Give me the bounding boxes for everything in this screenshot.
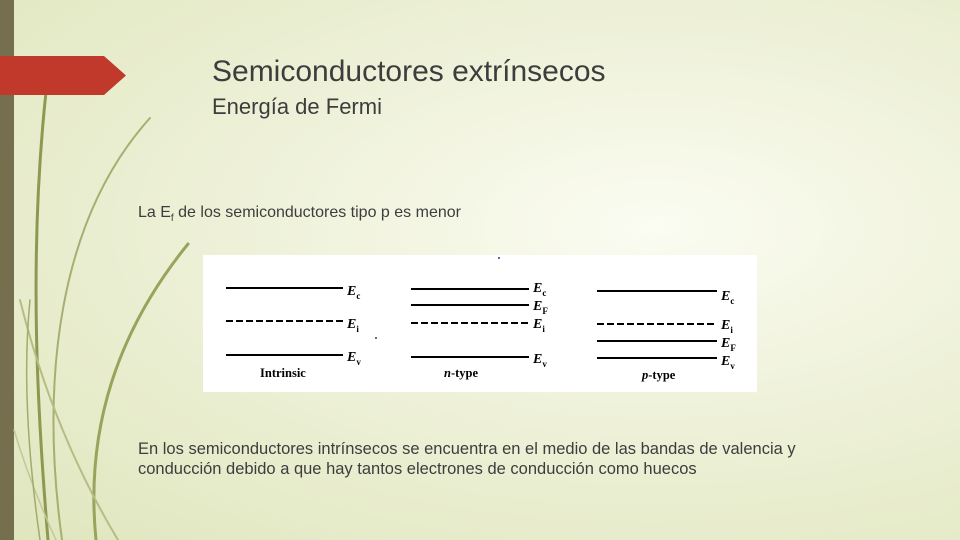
- statement-prefix: La E: [138, 204, 171, 221]
- panel-caption-p-type: p-type: [642, 368, 676, 382]
- level-label-ei: $E_i$: [721, 318, 733, 335]
- level-label-ev: $E_v$: [533, 352, 547, 369]
- statement-suffix: de los semiconductores tipo p es menor: [173, 204, 461, 221]
- scan-speck: [375, 337, 377, 339]
- panel-n-type: [411, 281, 548, 380]
- level-label-ei: $E_i$: [347, 317, 359, 334]
- scan-speck: [498, 257, 500, 259]
- explanation-paragraph: En los semiconductores intrínsecos se encuentra en el medio de las bandas de valencia y conducción debido a que hay tantos electrones de conducción como huecos: [138, 440, 796, 478]
- panel-intrinsic: [226, 284, 361, 380]
- slide-subtitle: Energía de Fermi: [212, 94, 382, 119]
- level-label-ef: $E_F$: [721, 336, 736, 353]
- panel-caption-intrinsic: Intrinsic: [260, 366, 306, 380]
- statement-text: [138, 204, 461, 224]
- energy-band-diagram: [203, 255, 757, 392]
- title-arrow-tab: [0, 56, 126, 95]
- level-label-ec: $E_c$: [533, 281, 547, 298]
- slide-title: Semiconductores extrínsecos: [212, 55, 606, 88]
- panel-p-type: [597, 289, 736, 382]
- statement-subscript: f: [170, 213, 174, 225]
- level-label-ec: $E_c$: [347, 284, 361, 301]
- panel-caption-n-type: n-type: [444, 366, 479, 380]
- level-label-ei: $E_i$: [533, 317, 545, 334]
- level-label-ev: $E_v$: [721, 354, 735, 371]
- level-label-ec: $E_c$: [721, 289, 735, 306]
- level-label-ef: $E_F$: [533, 299, 548, 316]
- level-label-ev: $E_v$: [347, 350, 361, 367]
